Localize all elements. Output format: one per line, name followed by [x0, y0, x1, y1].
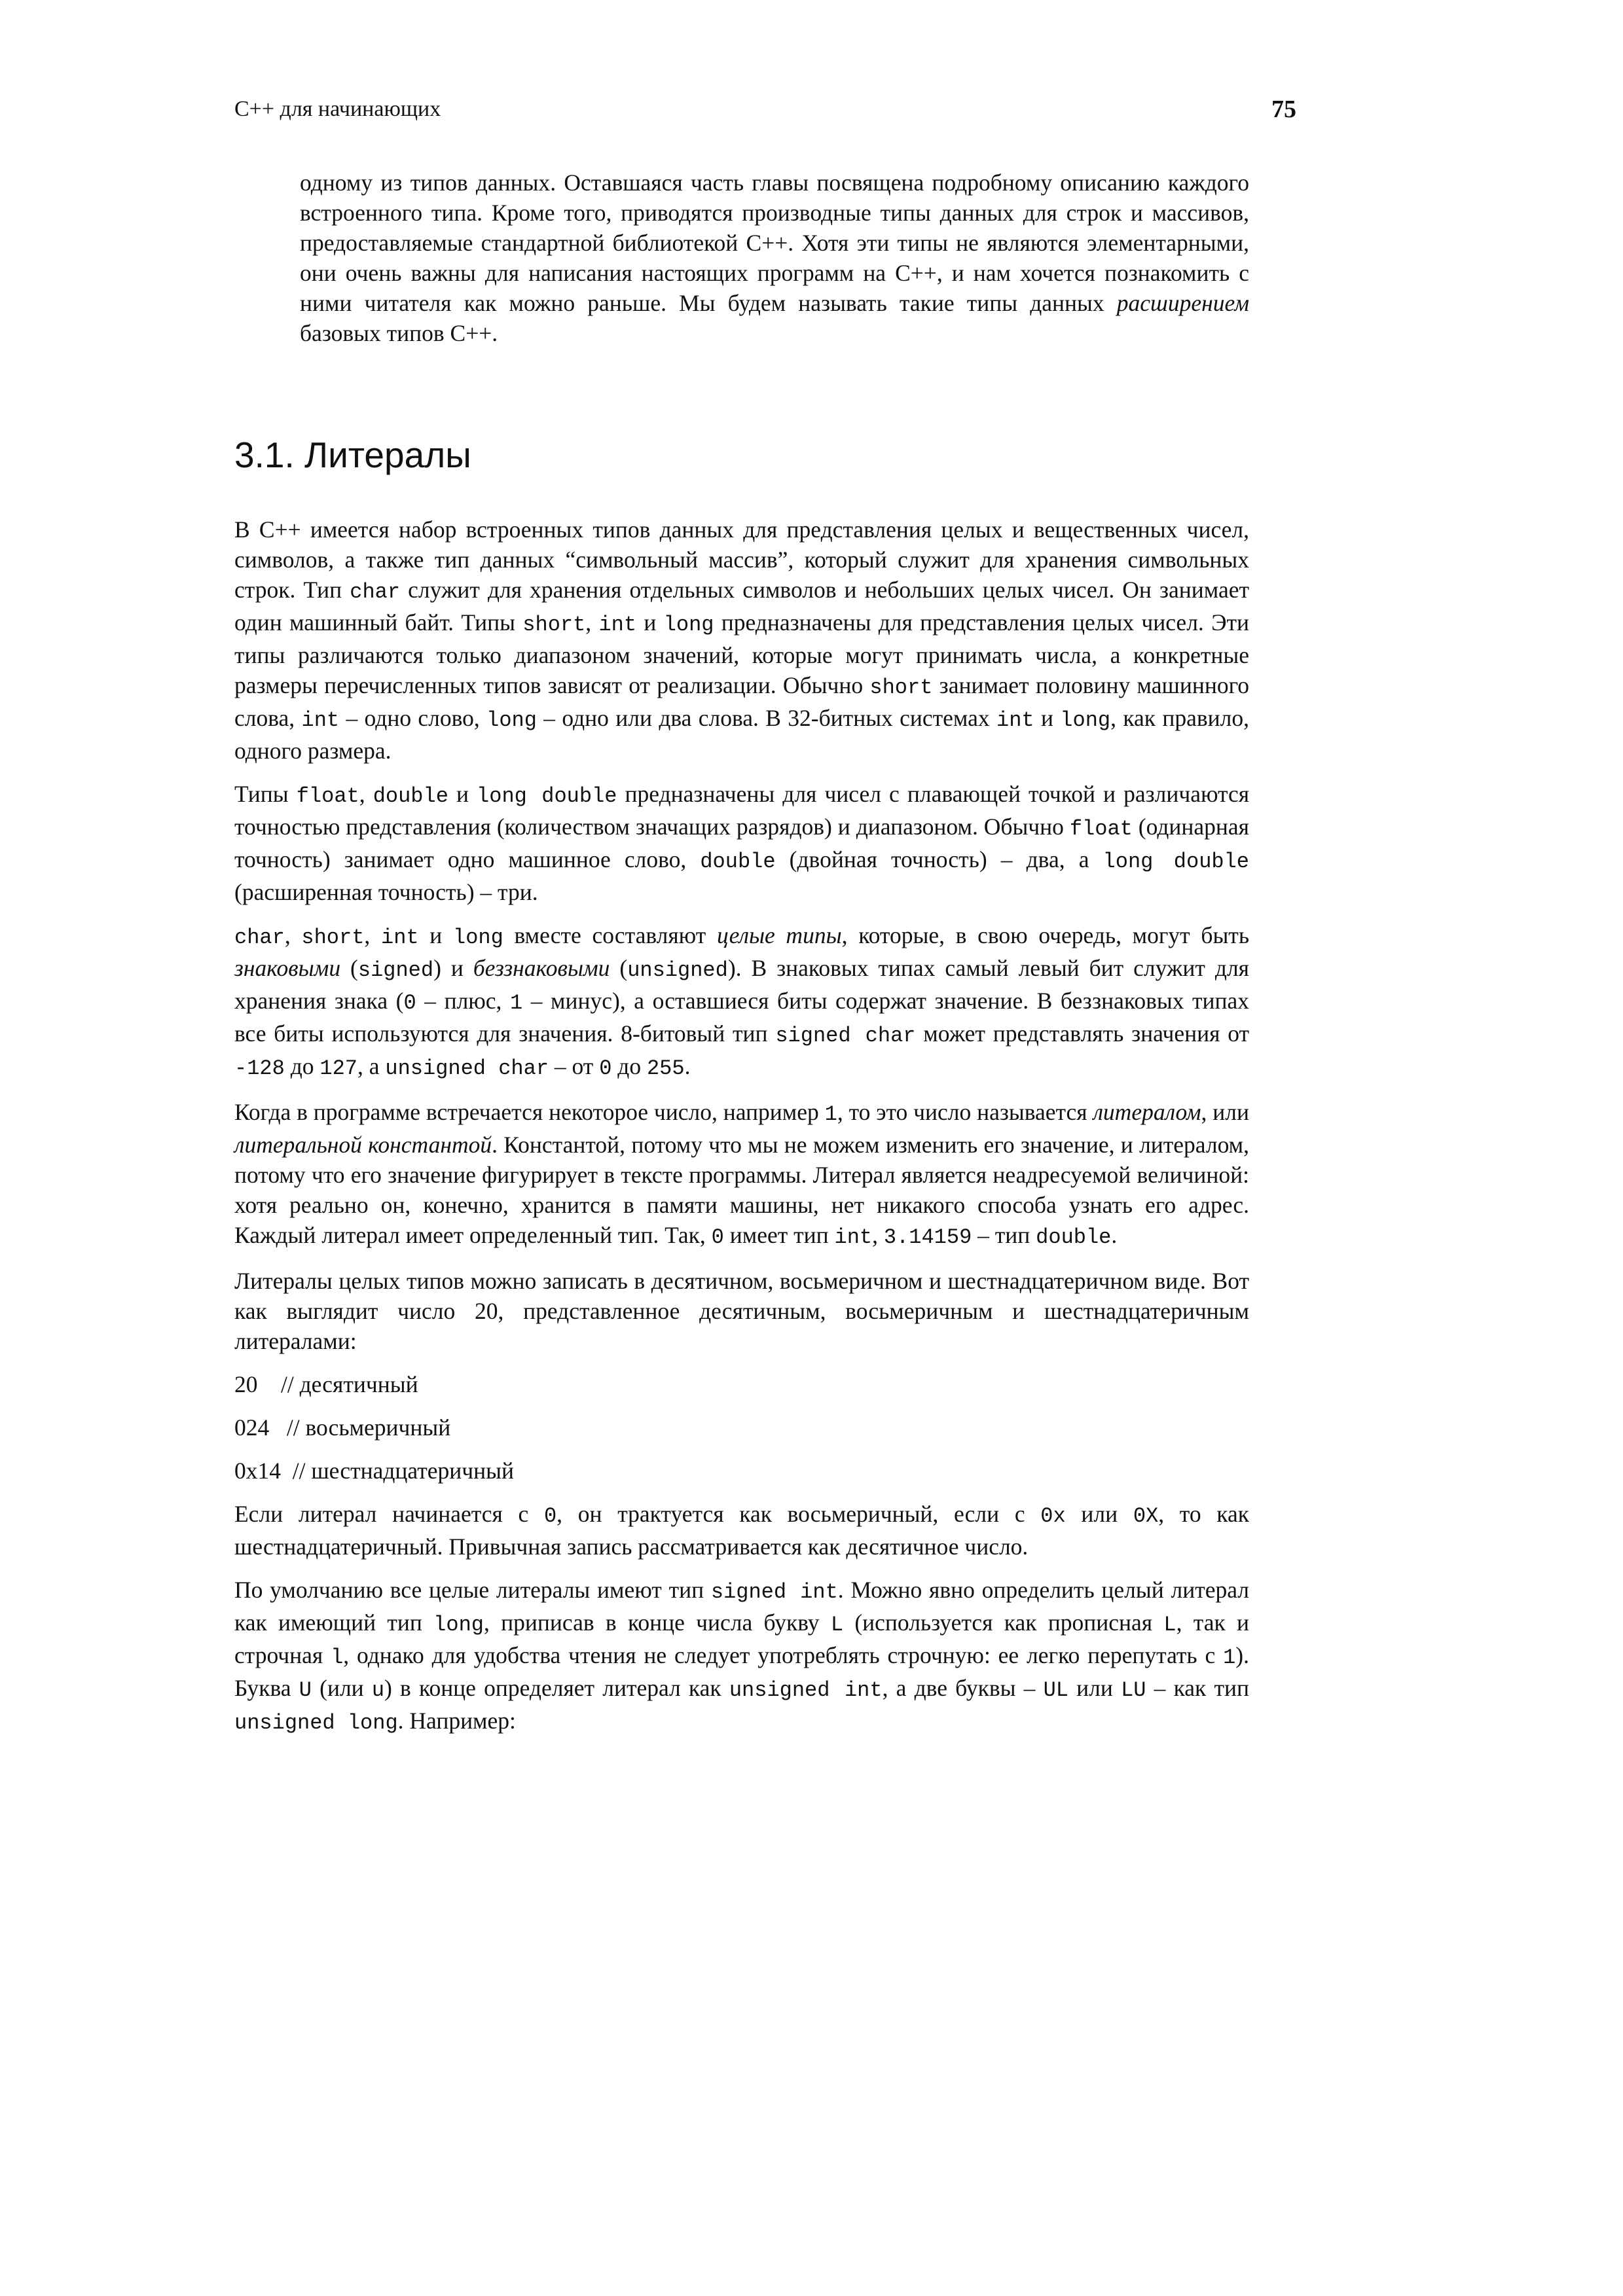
- paragraph-prefix-rules: [234, 1499, 1249, 1562]
- paragraph-integer-types: [234, 920, 1249, 1084]
- intro-text: одному из типов данных. Оставшаяся часть главы посвящена подробному описанию каждого встроенного типа. Кроме того, приводятся производные типы данных для строк и массивов, предоставляемые стандартной библиотекой C++. Хотя эти типы не являются элементарными, они очень важны для написания настоящих программ на C++, и нам хочется познакомить с ними читателя как можно раньше. Мы будем называть такие типы данных: [300, 170, 1249, 316]
- text: , которые, в свою очередь, могут быть: [841, 922, 1250, 948]
- text: (: [610, 955, 628, 981]
- code: unsigned char: [385, 1056, 549, 1081]
- code: double: [1036, 1225, 1112, 1249]
- code: float: [296, 784, 359, 808]
- code: L: [830, 1613, 844, 1637]
- text: Типы: [234, 781, 297, 807]
- intro-emphasis: расширением: [1116, 290, 1249, 316]
- text: ). В знаковых типах самый левый бит служит для хранения знака (: [234, 955, 1249, 1014]
- code: unsigned: [627, 958, 728, 982]
- text: (расширенная точность) – три.: [234, 879, 538, 905]
- code: 0X: [1133, 1504, 1159, 1528]
- code: 127: [319, 1056, 357, 1081]
- paragraph-builtin-types: [234, 514, 1249, 766]
- text: – одно или два слова. В 32-битных системах: [536, 705, 996, 731]
- code: long: [1060, 708, 1111, 732]
- code: 0: [403, 991, 416, 1015]
- text: – плюс,: [416, 988, 510, 1014]
- text: занимает половину машинного слова,: [234, 672, 1250, 731]
- code: LU: [1121, 1678, 1146, 1702]
- code-value: 20: [234, 1371, 258, 1397]
- code: 1: [824, 1102, 837, 1126]
- text: , или: [1201, 1099, 1250, 1125]
- text: (: [340, 955, 358, 981]
- code: short: [869, 675, 933, 700]
- text: , а две буквы –: [882, 1675, 1044, 1701]
- code-value: 024: [234, 1414, 270, 1441]
- code: double: [700, 850, 776, 874]
- text: – от: [549, 1053, 600, 1079]
- text: . Например:: [397, 1708, 516, 1734]
- code: l: [331, 1645, 344, 1670]
- code: signed char: [775, 1024, 916, 1048]
- paragraph-integer-bases: Литералы целых типов можно записать в десятичном, восьмеричном и шестнадцатеричном виде. Вот как выглядит число 20, представленное десятичным, восьмеричным и шестнадцатеричным литералами:: [234, 1268, 1249, 1354]
- text: (двойная точность) – два, а: [775, 846, 1103, 872]
- code: int: [598, 613, 637, 637]
- text: ,: [872, 1222, 884, 1248]
- code: char: [350, 580, 401, 604]
- text: Когда в программе встречается некоторое число, например: [234, 1099, 825, 1125]
- text: до: [284, 1053, 320, 1079]
- text: , то это число называется: [837, 1099, 1093, 1125]
- text: предназначены для чисел с плавающей точкой и различаются точностью представления (количеством значащих разрядов) и диапазоном. Обычно: [234, 781, 1250, 840]
- page-number: 75: [1271, 96, 1296, 123]
- code-comment: // шестнадцатеричный: [292, 1458, 514, 1484]
- text: , а: [357, 1053, 386, 1079]
- emphasis: литеральной константой: [234, 1132, 492, 1158]
- text: и: [448, 781, 477, 807]
- running-head: [234, 93, 1296, 126]
- emphasis: беззнаковыми: [473, 955, 610, 981]
- code: 255: [646, 1056, 685, 1081]
- text: ,: [585, 609, 599, 636]
- code: L: [1163, 1613, 1176, 1637]
- intro-paragraph: [300, 168, 1249, 348]
- text: служит для хранения отдельных символов и небольших целых чисел. Он занимает один машинный байт. Типы: [234, 577, 1249, 636]
- section-body: [234, 514, 1249, 1751]
- text: ,: [284, 922, 302, 948]
- code: double: [373, 784, 448, 808]
- text: вместе составляют: [503, 922, 717, 948]
- text: . Константой, потому что мы не можем изменить его значение, и литералом, потому что его значение фигурирует в тексте программы. Литерал является неадресуемой величиной: хотя реально он, конечно, хранится в памяти машины, нет никакого способа узнать его адрес. Каждый литерал имеет определенный тип. Так,: [234, 1132, 1250, 1248]
- code: long double: [1103, 850, 1250, 874]
- code: float: [1069, 817, 1133, 841]
- code: int: [996, 708, 1034, 732]
- text: ). Буква: [234, 1642, 1249, 1701]
- code: unsigned int: [729, 1678, 883, 1702]
- text: (одинарная точность) занимает одно машинное слово,: [234, 814, 1249, 872]
- code-example-hex: [234, 1456, 1249, 1486]
- text: или: [1068, 1675, 1122, 1701]
- text: – минус), а оставшиеся биты содержат значение. В беззнаковых типах все биты используются для значения. 8-битовый тип: [234, 988, 1250, 1047]
- text: ) в конце определяет литерал как: [384, 1675, 729, 1701]
- code: int: [834, 1225, 873, 1249]
- text: – тип: [972, 1222, 1036, 1248]
- text: – одно слово,: [339, 705, 487, 731]
- code-comment: // десятичный: [281, 1371, 418, 1397]
- text: или: [1065, 1501, 1133, 1527]
- text: и: [1034, 705, 1061, 731]
- running-title: C++ для начинающих: [234, 97, 441, 121]
- text: имеет тип: [723, 1222, 835, 1248]
- code: long: [663, 613, 714, 637]
- code: signed: [357, 958, 434, 982]
- text: предназначены для представления целых чисел. Эти типы различаются только диапазоном значений, которые могут принимать числа, а конкретные размеры перечисленных типов зависят от реализации. Обычно: [234, 609, 1250, 698]
- code: u: [371, 1678, 385, 1702]
- text: , так и строчная: [234, 1609, 1249, 1668]
- code: UL: [1043, 1678, 1068, 1702]
- text: (или: [311, 1675, 372, 1701]
- code-value: 0x14: [234, 1458, 281, 1484]
- code: 0: [543, 1504, 557, 1528]
- emphasis: целые типы: [716, 922, 842, 948]
- text: и: [636, 609, 664, 636]
- intro-text-end: базовых типов C++.: [300, 320, 498, 346]
- code: 1: [1223, 1645, 1236, 1670]
- text: и: [418, 922, 453, 948]
- text: , однако для удобства чтения не следует употреблять строчную: ее легко перепутать с: [343, 1642, 1224, 1668]
- text: .: [1111, 1222, 1118, 1248]
- code: int: [380, 925, 419, 950]
- code-example-decimal: [234, 1369, 1249, 1399]
- text: ,: [364, 922, 381, 948]
- code: 3.14159: [883, 1225, 972, 1249]
- code: char: [234, 925, 285, 950]
- code: 0: [599, 1056, 612, 1081]
- code: 0x: [1040, 1504, 1066, 1528]
- code: short: [522, 613, 586, 637]
- code: unsigned long: [234, 1711, 398, 1735]
- text: до: [611, 1053, 647, 1079]
- text: (используется как прописная: [843, 1609, 1164, 1636]
- text: , приписав в конце числа букву: [483, 1609, 831, 1636]
- code: 1: [510, 991, 523, 1015]
- code: long: [453, 925, 503, 950]
- emphasis: знаковыми: [234, 955, 341, 981]
- text: . Можно явно определить целый литерал как имеющий тип: [234, 1577, 1249, 1636]
- text: , он трактуется как восьмеричный, если с: [556, 1501, 1041, 1527]
- text: , то как шестнадцатеричный. Привычная запись рассматривается как десятичное число.: [234, 1501, 1250, 1560]
- paragraph-literal-definition: [234, 1097, 1249, 1253]
- text: , как правило, одного размера.: [234, 705, 1249, 764]
- code: int: [301, 708, 340, 732]
- code: long double: [477, 784, 617, 808]
- code-example-octal: [234, 1412, 1249, 1443]
- code-comment: // восьмеричный: [286, 1414, 451, 1441]
- code: long: [486, 708, 537, 732]
- text: ) и: [433, 955, 473, 981]
- text: По умолчанию все целые литералы имеют тип: [234, 1577, 711, 1603]
- code: signed int: [710, 1580, 838, 1604]
- text: может представлять значения от: [915, 1020, 1249, 1047]
- code: U: [299, 1678, 312, 1702]
- text: .: [684, 1053, 691, 1079]
- text: – как тип: [1146, 1675, 1249, 1701]
- section-title: 3.1. Литералы: [234, 435, 471, 475]
- paragraph-float-types: [234, 779, 1249, 907]
- code: long: [433, 1613, 484, 1637]
- code: short: [301, 925, 365, 950]
- text: ,: [359, 781, 373, 807]
- text: В C++ имеется набор встроенных типов данных для представления целых и вещественных чисел, символов, а также тип данных “символьный массив”, который служит для хранения символьных строк. Тип: [234, 516, 1249, 603]
- paragraph-suffix-rules: [234, 1575, 1249, 1738]
- emphasis: литералом: [1093, 1099, 1201, 1125]
- code: 0: [711, 1225, 724, 1249]
- text: Если литерал начинается с: [234, 1501, 544, 1527]
- code: -128: [234, 1056, 285, 1081]
